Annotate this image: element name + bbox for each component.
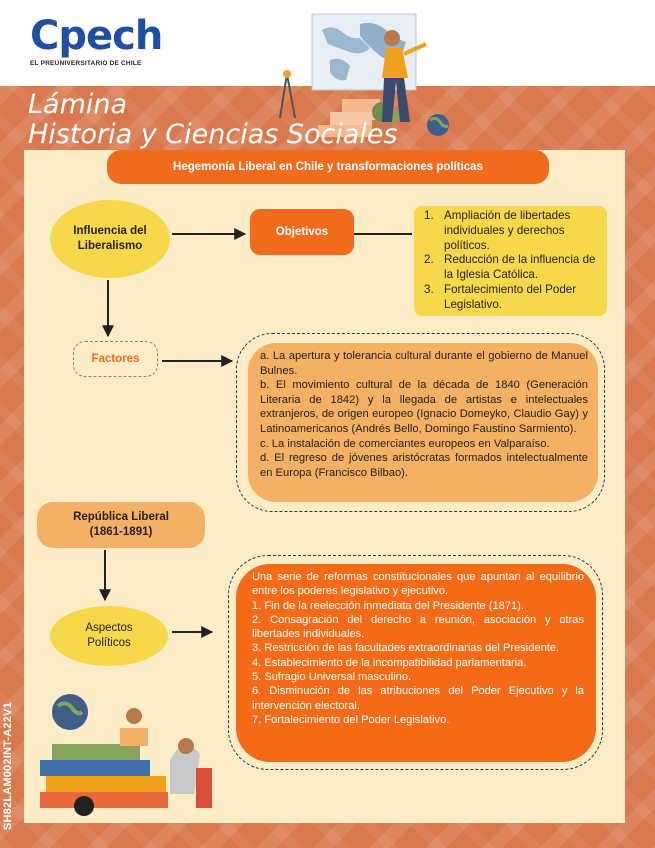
list-item: a. La apertura y tolerancia cultural durante el gobierno de Manuel Bulnes. [260, 350, 588, 377]
books-illustration [40, 694, 212, 816]
list-item: 3. Restricción de las facultades extraordinarias del Presidente. [252, 642, 560, 655]
influencia-line1: Influencia del [73, 225, 147, 237]
aspectos-intro: Una serie de reformas constitucionales que apuntan al equilibrio entre los poderes legislativo y ejecutivo. [252, 571, 584, 598]
list-item: 2. Consagración del derecho a reunión, asociación y otras libertades individuales. [252, 613, 584, 641]
list-item: 1. Fin de la reelección inmediata del Presidente (1871). [252, 599, 524, 612]
title-subject: Historia y Ciencias Sociales [28, 119, 398, 150]
factores-node: Factores [73, 341, 158, 377]
objetivos-node: Objetivos [250, 209, 354, 255]
item-number: 2. [424, 253, 434, 267]
influencia-line2: Liberalismo [77, 240, 143, 252]
aspectos-line2: Políticos [87, 637, 131, 649]
title-lamina: Lámina [28, 89, 128, 120]
list-item: 6. Disminución de las atribuciones del Poder Ejecutivo y la intervención electoral. [252, 685, 584, 712]
list-item: 7. Fortalecimiento del Poder Legislativo. [252, 713, 450, 726]
list-item: 4. Establecimiento de la incompatibilidad parlamentaria. [252, 656, 527, 669]
list-item: d. El regreso de jóvenes aristócratas formados intelectualmente en Europa (Francisco Bilbao). [260, 452, 588, 479]
logo-wordmark: Cpech [30, 13, 163, 59]
republica-line1: República Liberal [73, 511, 169, 523]
document-code: SH82LAM002INT-A22V1 [2, 702, 14, 830]
item-text: Fortalecimiento del Poder Legislativo. [444, 282, 577, 311]
item-text: Ampliación de libertades individuales y derechos políticos. [444, 209, 571, 252]
list-item: 5. Sufragio Universal masculino. [252, 671, 412, 684]
logo-tagline: EL PREUNIVERSITARIO DE CHILE [30, 60, 142, 67]
item-text: Reducción de la influencia de la Iglesia Católica. [444, 253, 596, 282]
item-number: 1. [424, 209, 434, 222]
aspectos-line1: Aspectos [85, 622, 133, 634]
item-number: 3. [424, 282, 434, 296]
republica-line2: (1861-1891) [89, 526, 153, 538]
list-item: c. La instalación de comerciantes europeos en Valparaíso. [260, 437, 550, 450]
list-item: b. El movimiento cultural de la década de 1840 (Generación Literaria de 1842) y la llegada de artistas e intelectuales extranjeros, de origen europeo (Ignacio Domeyko, Claudio Gay) y Latinoamericanos (Andrés Bello, Domingo Faustino Sarmiento). [260, 379, 588, 435]
topic-banner: Hegemonía Liberal en Chile y transformaciones políticas [107, 150, 549, 184]
